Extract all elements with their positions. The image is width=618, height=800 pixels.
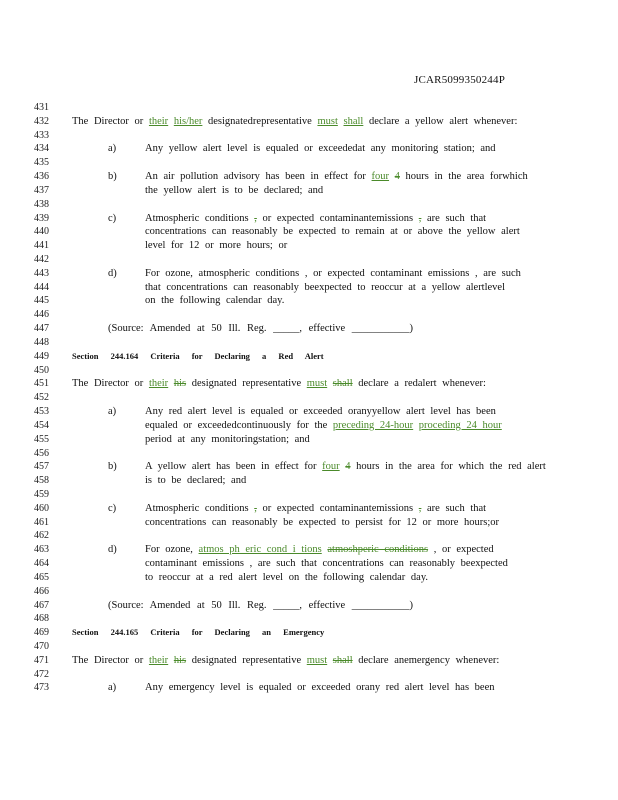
line-number: 444 bbox=[34, 281, 49, 293]
line-text: For ozone, atmospheric conditions , or expected contaminant emissions , are such bbox=[145, 267, 521, 279]
line-number: 451 bbox=[34, 378, 49, 390]
line-text: An air pollution advisory has been in effect for four 4 hours in the area forwhich bbox=[145, 171, 528, 183]
document-line bbox=[0, 101, 618, 115]
line-number: 449 bbox=[34, 350, 49, 362]
line-text: to reoccur at a red alert level on the following calendar day. bbox=[145, 571, 429, 583]
item-label: b) bbox=[108, 171, 117, 183]
deleted-text: shall bbox=[332, 378, 353, 390]
line-number: 440 bbox=[34, 226, 49, 238]
line-text: (Source: Amended at 50 Ill. Reg. _____, effective ___________) bbox=[108, 323, 414, 335]
document-line bbox=[0, 308, 618, 322]
line-text: period at any monitoringstation; and bbox=[145, 433, 310, 445]
document-line bbox=[0, 364, 618, 378]
line-number: 471 bbox=[34, 654, 49, 666]
line-number: 459 bbox=[34, 488, 49, 500]
line-number: 460 bbox=[34, 502, 49, 514]
document-line bbox=[0, 267, 618, 281]
inserted-text: their bbox=[148, 654, 169, 666]
document-line bbox=[0, 294, 618, 308]
line-number: 470 bbox=[34, 640, 49, 652]
inserted-text: must bbox=[306, 654, 328, 666]
line-text: The Director or their his/her designatedrepresentative must shall declare a yellow alert whenever: bbox=[72, 115, 518, 127]
line-number: 467 bbox=[34, 599, 49, 611]
document-line bbox=[0, 488, 618, 502]
document-line bbox=[0, 681, 618, 695]
line-number: 435 bbox=[34, 157, 49, 169]
section-heading: Section 244.164 Criteria for Declaring a Red Alert bbox=[72, 350, 324, 361]
document-line bbox=[0, 654, 618, 668]
line-number: 453 bbox=[34, 406, 49, 418]
line-text: For ozone, atmos ph eric cond i tions atmoshperic conditions , or expected bbox=[145, 544, 494, 556]
deleted-text: his bbox=[173, 654, 187, 666]
document-line bbox=[0, 225, 618, 239]
deleted-text: , bbox=[418, 502, 422, 514]
inserted-text: four bbox=[322, 461, 340, 473]
line-number: 455 bbox=[34, 433, 49, 445]
document-line bbox=[0, 668, 618, 682]
inserted-text: preceding 24-hour bbox=[332, 419, 414, 431]
document-line bbox=[0, 115, 618, 129]
deleted-text: , bbox=[418, 212, 422, 224]
document-line bbox=[0, 571, 618, 585]
document-line bbox=[0, 557, 618, 571]
document-line bbox=[0, 502, 618, 516]
line-number: 454 bbox=[34, 419, 49, 431]
document-line bbox=[0, 516, 618, 530]
line-text: concentrations can reasonably be expected to persist for 12 or more hours;or bbox=[145, 516, 500, 528]
document-line bbox=[0, 239, 618, 253]
line-number: 436 bbox=[34, 171, 49, 183]
line-text: Atmospheric conditions , or expected contaminantemissions , are such that bbox=[145, 502, 487, 514]
line-number: 464 bbox=[34, 558, 49, 570]
deleted-text: 4 bbox=[345, 461, 351, 473]
line-number: 461 bbox=[34, 516, 49, 528]
document-line bbox=[0, 336, 618, 350]
line-text: level for 12 or more hours; or bbox=[145, 240, 288, 252]
line-text: is to be declared; and bbox=[145, 475, 247, 487]
document-line bbox=[0, 198, 618, 212]
document-line bbox=[0, 433, 618, 447]
item-label: d) bbox=[108, 544, 117, 556]
line-text: the yellow alert is to be declared; and bbox=[145, 184, 324, 196]
item-label: c) bbox=[108, 212, 117, 224]
line-number: 438 bbox=[34, 198, 49, 210]
document-code: JCAR5099350244P bbox=[414, 74, 506, 86]
item-label: b) bbox=[108, 461, 117, 473]
line-number: 442 bbox=[34, 254, 49, 266]
line-text: The Director or their his designated representative must shall declare anemergency whenever: bbox=[72, 654, 500, 666]
item-label: c) bbox=[108, 502, 117, 514]
inserted-text: shall bbox=[343, 115, 364, 127]
line-text: concentrations can reasonably be expected to remain at or above the yellow alert bbox=[145, 226, 520, 238]
line-number: 434 bbox=[34, 143, 49, 155]
inserted-text: their bbox=[148, 115, 169, 127]
line-text: that concentrations can reasonably beexpected to reoccur at a yellow alertlevel bbox=[145, 281, 506, 293]
line-text: contaminant emissions , are such that concentrations can reasonably beexpected bbox=[145, 558, 508, 570]
document-line bbox=[0, 281, 618, 295]
deleted-text: atmoshperic conditions bbox=[327, 544, 429, 556]
document-line bbox=[0, 184, 618, 198]
deleted-text: his bbox=[173, 378, 187, 390]
document-line bbox=[0, 419, 618, 433]
deleted-text: , bbox=[254, 212, 257, 224]
document-line bbox=[0, 142, 618, 156]
document-line bbox=[0, 543, 618, 557]
document-line bbox=[0, 474, 618, 488]
line-number: 469 bbox=[34, 627, 49, 639]
line-text: Atmospheric conditions , or expected contaminantemissions , are such that bbox=[145, 212, 487, 224]
line-number: 472 bbox=[34, 668, 49, 680]
inserted-text: their bbox=[148, 378, 169, 390]
document-line bbox=[0, 253, 618, 267]
document-line bbox=[0, 129, 618, 143]
line-number: 448 bbox=[34, 336, 49, 348]
inserted-text: atmos ph eric cond i tions bbox=[198, 544, 322, 556]
line-text: (Source: Amended at 50 Ill. Reg. _____, effective ___________) bbox=[108, 599, 414, 611]
document-line bbox=[0, 640, 618, 654]
line-number: 452 bbox=[34, 392, 49, 404]
line-text: Any yellow alert level is equaled or exceededat any monitoring station; and bbox=[145, 143, 496, 155]
item-label: d) bbox=[108, 267, 117, 279]
line-text: equaled or exceededcontinuously for the preceding 24-hour proceding 24 hour bbox=[145, 419, 502, 431]
line-number: 456 bbox=[34, 447, 49, 459]
line-number: 439 bbox=[34, 212, 49, 224]
line-text: Any emergency level is equaled or exceeded orany red alert level has been bbox=[145, 682, 495, 694]
inserted-text: four bbox=[371, 171, 390, 183]
line-number: 450 bbox=[34, 364, 49, 376]
document-line bbox=[0, 156, 618, 170]
line-number: 458 bbox=[34, 475, 49, 487]
line-number: 443 bbox=[34, 267, 49, 279]
line-number: 462 bbox=[34, 530, 49, 542]
line-text: Any red alert level is equaled or exceeded oranyyellow alert level has been bbox=[145, 406, 496, 418]
inserted-text: must bbox=[306, 378, 328, 390]
deleted-text: 4 bbox=[394, 171, 400, 183]
line-number: 473 bbox=[34, 682, 49, 694]
item-label: a) bbox=[108, 406, 117, 418]
line-text: on the following calendar day. bbox=[145, 295, 285, 307]
line-number: 433 bbox=[34, 129, 49, 141]
line-number: 441 bbox=[34, 240, 49, 252]
document-line bbox=[0, 612, 618, 626]
line-number: 432 bbox=[34, 115, 49, 127]
line-number: 445 bbox=[34, 295, 49, 307]
deleted-text: shall bbox=[332, 654, 353, 666]
line-number: 457 bbox=[34, 461, 49, 473]
document-line bbox=[0, 322, 618, 336]
line-number: 466 bbox=[34, 585, 49, 597]
line-number: 468 bbox=[34, 613, 49, 625]
document-line bbox=[0, 626, 618, 640]
document-line bbox=[0, 212, 618, 226]
line-number: 447 bbox=[34, 323, 49, 335]
deleted-text: , bbox=[254, 502, 257, 514]
inserted-text: proceding 24 hour bbox=[418, 419, 502, 431]
line-number: 437 bbox=[34, 184, 49, 196]
document-line bbox=[0, 405, 618, 419]
document-line bbox=[0, 170, 618, 184]
document-line bbox=[0, 599, 618, 613]
inserted-text: must bbox=[317, 115, 338, 127]
line-text: The Director or their his designated representative must shall declare a redalert whenever: bbox=[72, 378, 486, 390]
item-label: a) bbox=[108, 143, 117, 155]
document-line bbox=[0, 460, 618, 474]
document-line bbox=[0, 447, 618, 461]
line-number: 431 bbox=[34, 102, 49, 113]
line-number: 463 bbox=[34, 544, 49, 556]
document-line bbox=[0, 585, 618, 599]
line-number: 446 bbox=[34, 309, 49, 321]
item-label: a) bbox=[108, 682, 117, 694]
line-number: 465 bbox=[34, 571, 49, 583]
document-line bbox=[0, 529, 618, 543]
document-line bbox=[0, 377, 618, 391]
section-heading: Section 244.165 Criteria for Declaring an Emergency bbox=[72, 627, 325, 638]
document-line bbox=[0, 350, 618, 364]
line-text: A yellow alert has been in effect for four 4 hours in the area for which the red alert bbox=[145, 461, 546, 473]
document-line bbox=[0, 391, 618, 405]
inserted-text: his/her bbox=[173, 115, 203, 127]
